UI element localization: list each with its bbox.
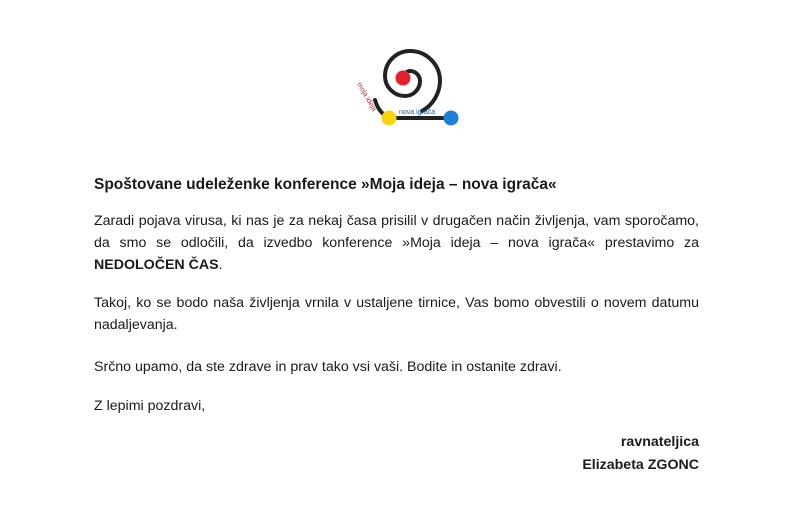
signature-role: ravnateljica <box>620 434 699 450</box>
logo-red-dot <box>396 71 411 86</box>
paragraph-closing: Z lepimi pozdravi, <box>94 398 206 414</box>
paragraph-wishes: Srčno upamo, da ste zdrave in prav tako vsi vaši. Bodite in ostanite zdravi. <box>94 359 562 375</box>
letter-title: Spoštovane udeleženke konference »Moja ideja – nova igrača« <box>94 176 557 193</box>
logo-blue-dot <box>444 111 459 126</box>
conference-logo <box>345 36 465 131</box>
paragraph-announcement-text: Zaradi pojava virusa, ki nas je za nekaj časa prisilil v drugačen način življenja, vam sporočamo, da smo se odločili, da izvedbo konference »Moja ideja – nova igrača« prestavimo za <box>94 213 699 251</box>
logo-yellow-dot <box>382 111 397 126</box>
postponed-emphasis: NEDOLOČEN ČAS <box>94 257 219 273</box>
paragraph-announcement <box>94 210 699 276</box>
paragraph-followup: Takoj, ko se bodo naša življenja vrnila v ustaljene tirnice, Vas bomo obvestili o novem datumu nadaljevanja. <box>94 295 699 333</box>
paragraph-announcement-end: . <box>218 257 223 273</box>
signature-name: Elizabeta ZGONC <box>582 457 699 473</box>
logo-spiral <box>385 51 440 111</box>
logo-text-left: moja ideja <box>355 81 378 113</box>
logo-text-right: nova igrača <box>399 109 436 116</box>
